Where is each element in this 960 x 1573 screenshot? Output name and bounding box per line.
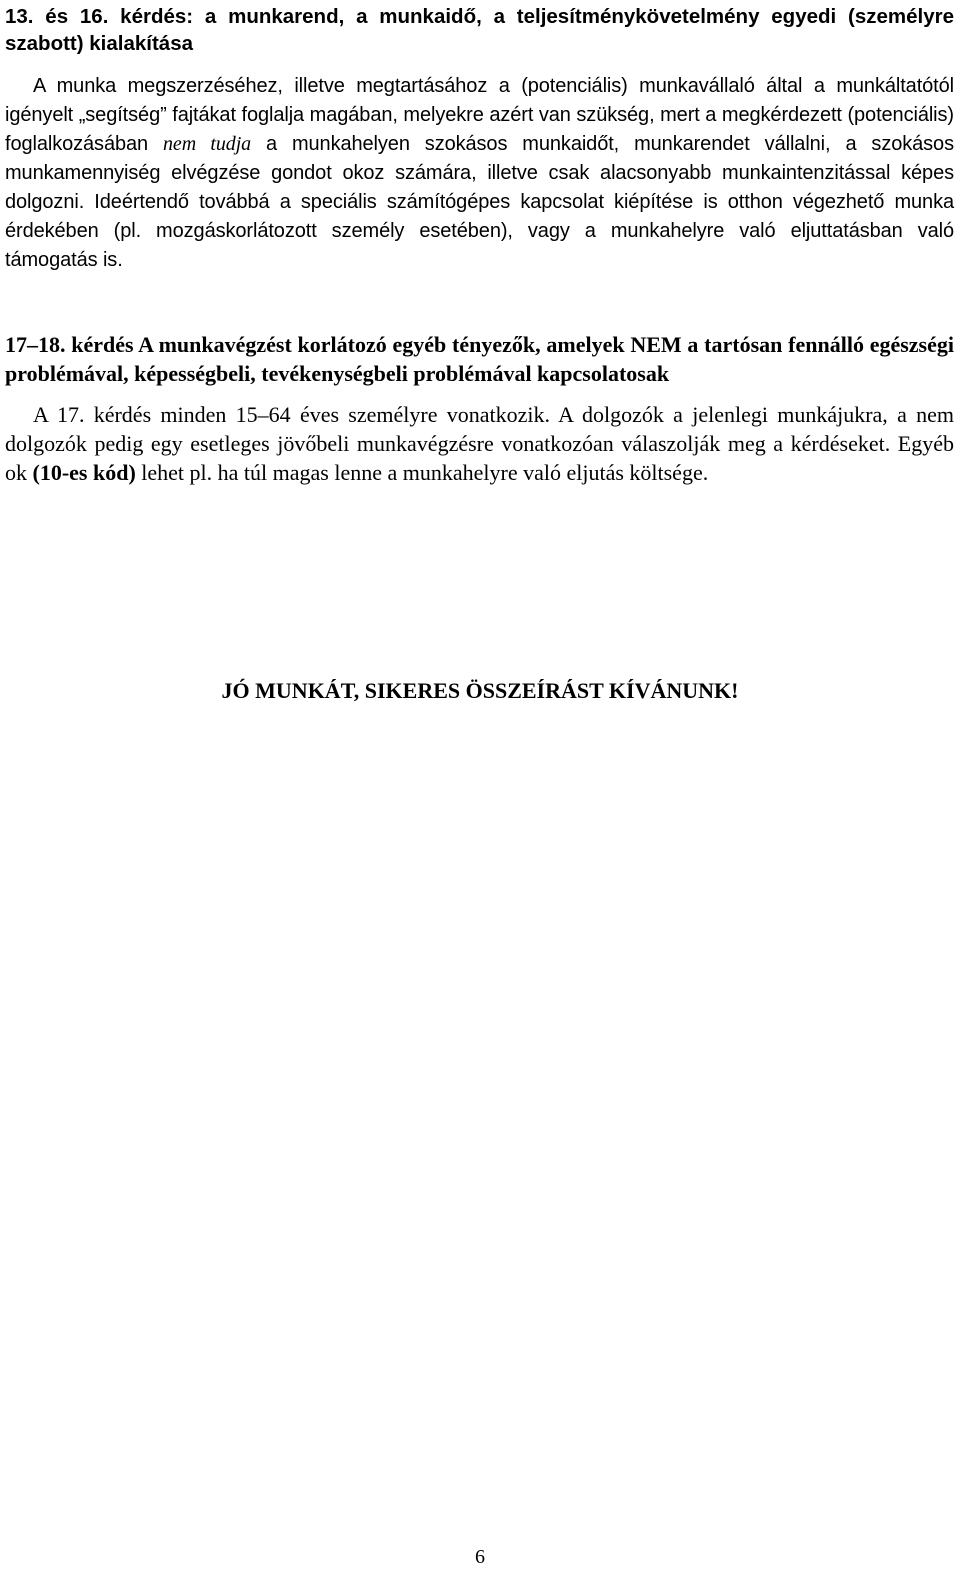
paragraph-text-part1: A munka megszerzéséhez, illetve megtartásához a (potenciális) munkavállaló által a munkáltatótól igényelt „segítség” fajtákat foglalja magában, melyekre azért van szükség, mert a megkérdezett (potenciális) foglalkozásában [5,75,954,155]
paragraph-emphasis: nem tudja [163,133,252,155]
section-17-18-heading: 17–18. kérdés A munkavégzést korlátozó egyéb tényezők, amelyek NEM a tartósan fennálló egészségi problémával, képességbeli, tevékenységbeli problémával kapcsolatosak [5,332,954,386]
page-number: 6 [475,1546,485,1568]
section-17-18-paragraph [5,400,954,487]
section-13-16-paragraph [5,72,954,275]
document-page [5,0,954,487]
paragraph-text-part2: lehet pl. ha túl magas lenne a munkahelyre való eljutás költsége. [135,460,709,485]
paragraph-bold-code: (10-es kód) [32,460,136,485]
closing-message: JÓ MUNKÁT, SIKERES ÖSSZEÍRÁST KÍVÁNUNK! [221,678,739,703]
paragraph-text-part1: A 17. kérdés minden 15–64 éves személyre vonatkozik. A dolgozók a jelenlegi munkájukra, a nem dolgozók pedig egy esetleges jövőbeli munkavégzésre vonatkozóan válaszolják meg a kérdéseket. Egyéb ok [5,402,954,485]
paragraph-text-part2: a munkahelyen szokásos munkaidőt, munkarendet vállalni, a szokásos munkamennyiség elvégzése gondot okoz számára, illetve csak alacsonyabb munkaintenzitással képes dolgozni. Ideértendő továbbá a speciális számítógépes kapcsolat kiépítése is otthon végezhető munka érdekében (pl. mozgáskorlátozott személy esetében), vagy a munkahelyre való eljuttatásban való támogatás is. [5,133,954,271]
section-13-16-heading: 13. és 16. kérdés: a munkarend, a munkaidő, a teljesítménykövetelmény egyedi (személyre szabott) kialakítása [5,5,954,55]
